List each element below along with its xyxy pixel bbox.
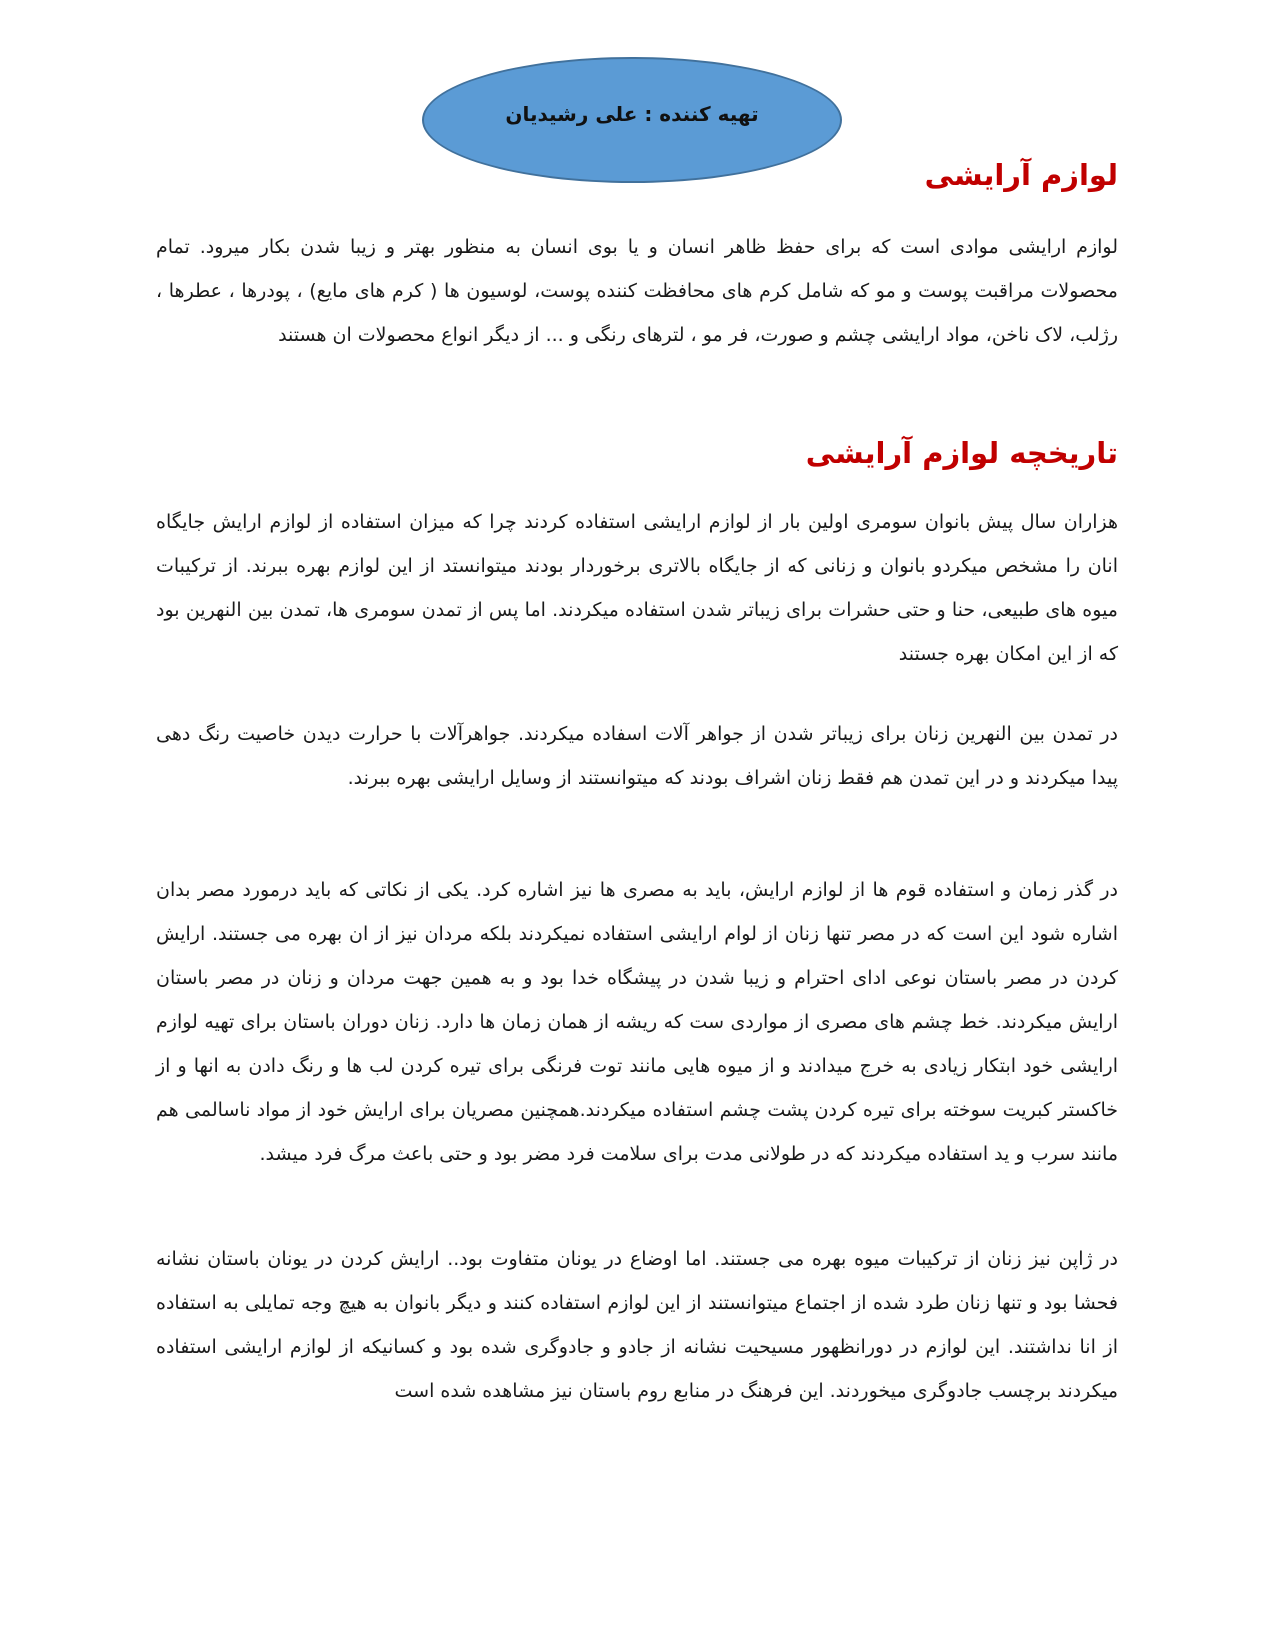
history-paragraph-1-block bbox=[156, 500, 1118, 676]
intro-heading-block bbox=[156, 158, 1118, 192]
history-paragraph-2: در تمدن بین النهرین زنان برای زیباتر شدن از جواهر آلات اسفاده میکردند. جواهرآلات با حرارت دیدن خاصیت رنگ دهی پیدا میکردند و در این تمدن هم فقط زنان اشراف بودند که میتوانستند از وسایل ارایشی بهره ببرند. bbox=[156, 723, 1118, 789]
intro-heading: لوازم آرایشی bbox=[924, 158, 1118, 192]
history-paragraph-4-block bbox=[156, 1237, 1118, 1413]
history-paragraph-1: هزاران سال پیش بانوان سومری اولین بار از لوازم ارایشی استفاده کردند چرا که میزان استفاده از لوازم ارایش جایگاه انان را مشخص میکردو بانوان و زنانی که از جایگاه بالاتری برخوردار بودند میتوانستد از این لوازم بهره ببرند. از ترکیبات میوه های طبیعی، حنا و حتی حشرات برای زیباتر شدن استفاده میکردند. اما پس از تمدن سومری ها، تمدن بین النهرین بود که از این امکان بهره جستند bbox=[156, 511, 1118, 665]
history-heading: تاریخچه لوازم آرایشی bbox=[805, 436, 1118, 470]
history-paragraph-3-block bbox=[156, 868, 1118, 1176]
author-label: تهیه کننده : علی رشیدیان bbox=[505, 102, 759, 126]
history-heading-block bbox=[156, 436, 1118, 470]
intro-paragraph: لوازم ارایشی موادی است که برای حفظ ظاهر انسان و یا بوی انسان به منظور بهتر و زیبا شدن بکار میرود. تمام محصولات مراقبت پوست و مو که شامل کرم های محافظت کننده پوست، لوسیون ها ( کرم های مایع) ، پودرها ، عطرها ، رژلب، لاک ناخن، مواد ارایشی چشم و صورت، فر مو ، لترهای رنگی و ... از دیگر انواع محصولات ان هستند bbox=[156, 236, 1118, 346]
intro-paragraph-block bbox=[156, 225, 1118, 357]
history-paragraph-2-block bbox=[156, 712, 1118, 800]
history-paragraph-4: در ژاپن نیز زنان از ترکیبات میوه بهره می جستند. اما اوضاع در یونان متفاوت بود.. ارایش کردن در یونان باستان نشانه فحشا بود و تنها زنان طرد شده از اجتماع میتوانستند از این لوازم استفاده کنند و دیگر بانوان به هیچ وجه تمایلی به استفاده از انا نداشتند. این لوازم در دورانظهور مسیحیت نشانه از جادو و جادوگری شده بود و کسانیکه از لوازم ارایشی استفاده میکردند برچسب جادوگری میخوردند. این فرهنگ در منابع روم باستان نیز مشاهده شده است bbox=[156, 1248, 1118, 1402]
history-paragraph-3: در گذر زمان و استفاده قوم ها از لوازم ارایش، باید به مصری ها نیز اشاره کرد. یکی از نکاتی که باید درمورد مصر بدان اشاره شود این است که در مصر تنها زنان از لوام ارایشی استفاده نمیکردند بلکه مردان نیز از ان بهره می جستند. ارایش کردن در مصر باستان نوعی ادای احترام و زیبا شدن در پیشگاه خدا بود و به همین جهت مردان و زنان در مصر باستان ارایش میکردند. خط چشم های مصری از مواردی ست که ریشه از همان زمان ها دارد. زنان دوران باستان برای تهیه لوازم ارایشی خود ابتکار زیادی به خرج میدادند و از میوه هایی مانند توت فرنگی برای تیره کردن لب ها و رنگ دادن به انها و از خاکستر کبریت سوخته برای تیره کردن پشت چشم استفاده میکردند.همچنین مصریان برای ارایش خود از مواد ناسالمی هم مانند سرب و ید استفاده میکردند که در طولانی مدت برای سلامت فرد مضر بود و حتی باعث مرگ فرد میشد. bbox=[156, 879, 1118, 1165]
